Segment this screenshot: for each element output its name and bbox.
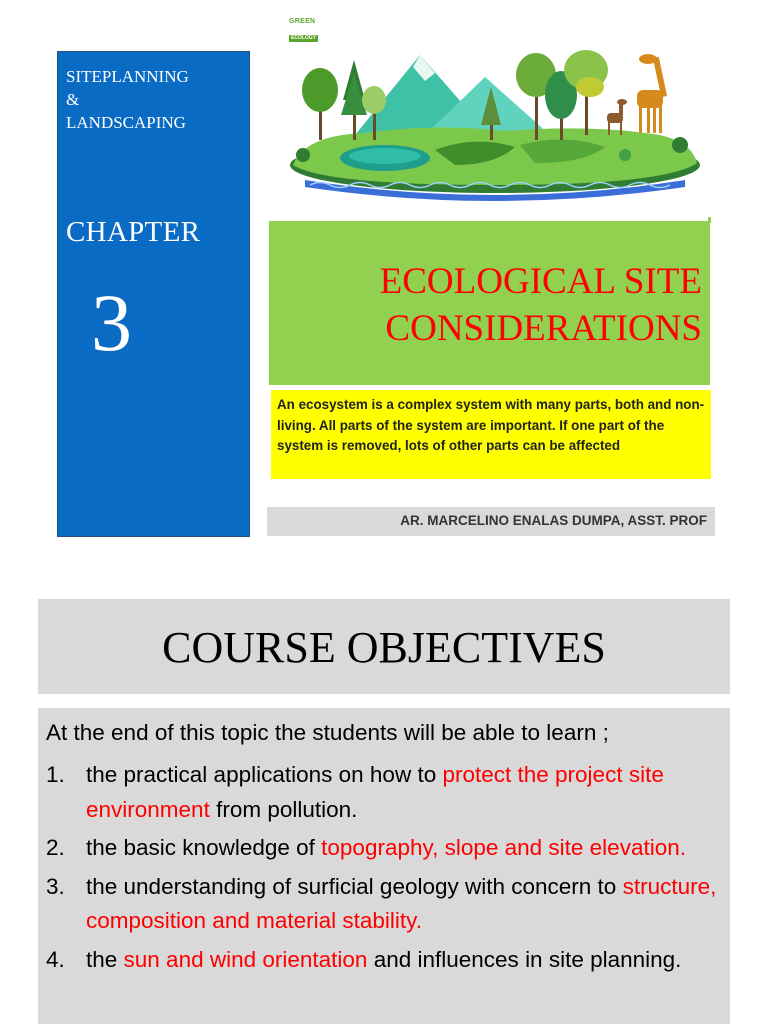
objective-item xyxy=(46,831,730,866)
course-objectives-header xyxy=(38,599,730,694)
ecosystem-description: An ecosystem is a complex system with many parts, both and non-living. All parts of the system are important. If one part of the system is removed, lots of other parts can be affected xyxy=(277,397,705,453)
objective-text: the understanding of surficial geology with concern to xyxy=(86,873,623,899)
title-accent xyxy=(708,217,711,223)
subject-title xyxy=(66,65,189,134)
objective-highlight: protect the project site environment xyxy=(86,762,664,822)
giraffe xyxy=(637,54,667,133)
chapter-title xyxy=(269,258,702,352)
chapter-card xyxy=(57,51,250,537)
pond-surface xyxy=(349,148,421,164)
subject-line: & xyxy=(66,90,80,109)
chapter-label: CHAPTER xyxy=(66,216,201,248)
objectives-intro: At the end of this topic the students will be able to learn ; xyxy=(46,720,609,745)
chapter-number: 3 xyxy=(91,277,132,368)
objective-text: the basic knowledge of xyxy=(86,835,322,860)
objective-text: and influences in site planning. xyxy=(367,946,682,972)
subject-line: SITEPLANNING xyxy=(66,67,189,86)
course-objectives-title: COURSE OBJECTIVES xyxy=(162,623,606,672)
author-name: AR. MARCELINO ENALAS DUMPA, ASST. PROF xyxy=(400,513,707,528)
logo-line-2: ECOLOGY xyxy=(291,35,317,41)
objective-number: 3. xyxy=(46,873,65,899)
title-line: CONSIDERATIONS xyxy=(385,308,702,349)
subject-line: LANDSCAPING xyxy=(66,113,186,132)
bush xyxy=(296,148,310,162)
objective-text: the xyxy=(86,946,124,972)
objective-item xyxy=(46,870,730,939)
objective-number: 4. xyxy=(46,946,65,972)
objective-text: from pollution. xyxy=(209,796,358,822)
objective-number: 1. xyxy=(46,762,65,787)
chapter-title-box xyxy=(269,221,710,385)
bush xyxy=(619,149,631,161)
objective-number: 2. xyxy=(46,835,65,860)
objective-highlight: sun and wind orientation xyxy=(123,946,368,972)
objective-highlight: structure, composition and material stability. xyxy=(86,873,717,933)
objective-text: the practical applications on how to xyxy=(86,762,443,787)
logo-line-1: GREEN xyxy=(289,18,316,25)
ecosystem-description-box xyxy=(271,390,711,479)
bush xyxy=(672,137,688,153)
objective-highlight: topography, slope and site elevation. xyxy=(321,835,686,860)
course-objectives-body xyxy=(38,708,730,1024)
ecology-landscape-illustration xyxy=(285,15,705,205)
objective-item xyxy=(46,943,730,978)
objectives-list xyxy=(46,758,730,981)
deer xyxy=(607,99,627,135)
title-line: ECOLOGICAL SITE xyxy=(379,261,702,302)
author-bar xyxy=(267,507,715,536)
objective-item xyxy=(46,758,730,827)
